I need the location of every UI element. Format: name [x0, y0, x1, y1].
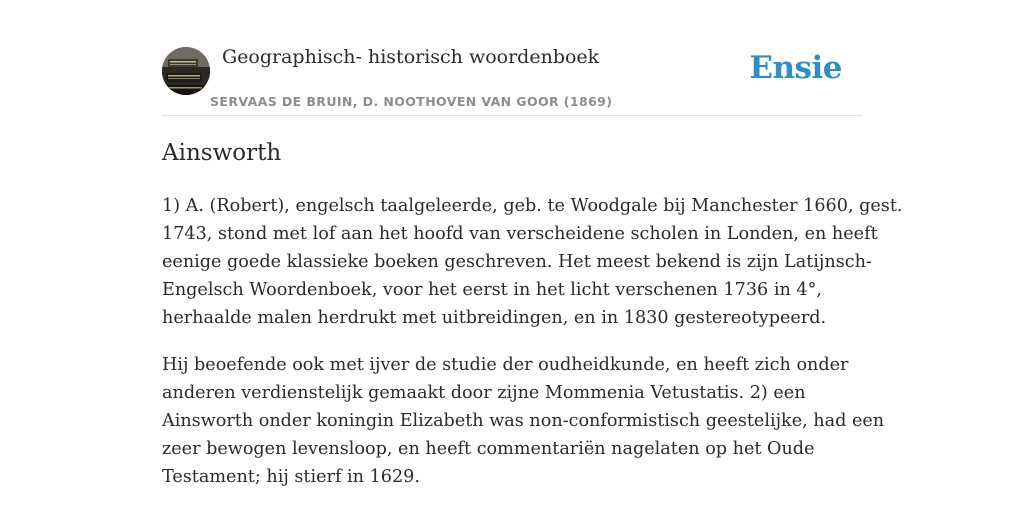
book-title[interactable]: Geographisch- historisch woordenboek	[222, 46, 600, 68]
book-author[interactable]: SERVAAS DE BRUIN, D. NOOTHOVEN VAN GOOR (1869)	[210, 94, 613, 109]
text-line: 1) A. (Robert), engelsch taalgeleerde, geb. te Woodgale bij Manchester 1660, gest.	[162, 196, 903, 216]
entry-body	[162, 192, 903, 510]
text-line: eenige goede klassieke boeken geschreven. Het meest bekend is zijn Latijnsch-	[162, 252, 872, 272]
text-line: herhaalde malen herdrukt met uitbreidingen, en in 1830 gestereotypeerd.	[162, 308, 827, 328]
book-header	[162, 40, 862, 116]
text-line: Engelsch Woordenboek, voor het eerst in het licht verschenen 1736 in 4°,	[162, 280, 822, 300]
text-line: Ainsworth onder koningin Elizabeth was non-conformistisch geestelijke, had een	[162, 411, 885, 431]
text-line: 1743, stond met lof aan het hoofd van verscheidene scholen in Londen, en heeft	[162, 224, 878, 244]
ensie-logo[interactable]: Ensie	[749, 50, 842, 86]
book-cover-icon[interactable]	[162, 47, 210, 95]
entry-title: Ainsworth	[162, 140, 282, 166]
text-line: zeer bewogen levensloop, en heeft commentariën nagelaten op het Oude	[162, 439, 815, 459]
paragraph	[162, 351, 885, 491]
text-line: Hij beoefende ook met ijver de studie der oudheidkunde, en heeft zich onder	[162, 355, 849, 375]
text-line: anderen verdienstelijk gemaakt door zijne Mommenia Vetustatis. 2) een	[162, 383, 806, 403]
paragraph	[162, 192, 903, 332]
text-line: Testament; hij stierf in 1629.	[162, 467, 420, 487]
